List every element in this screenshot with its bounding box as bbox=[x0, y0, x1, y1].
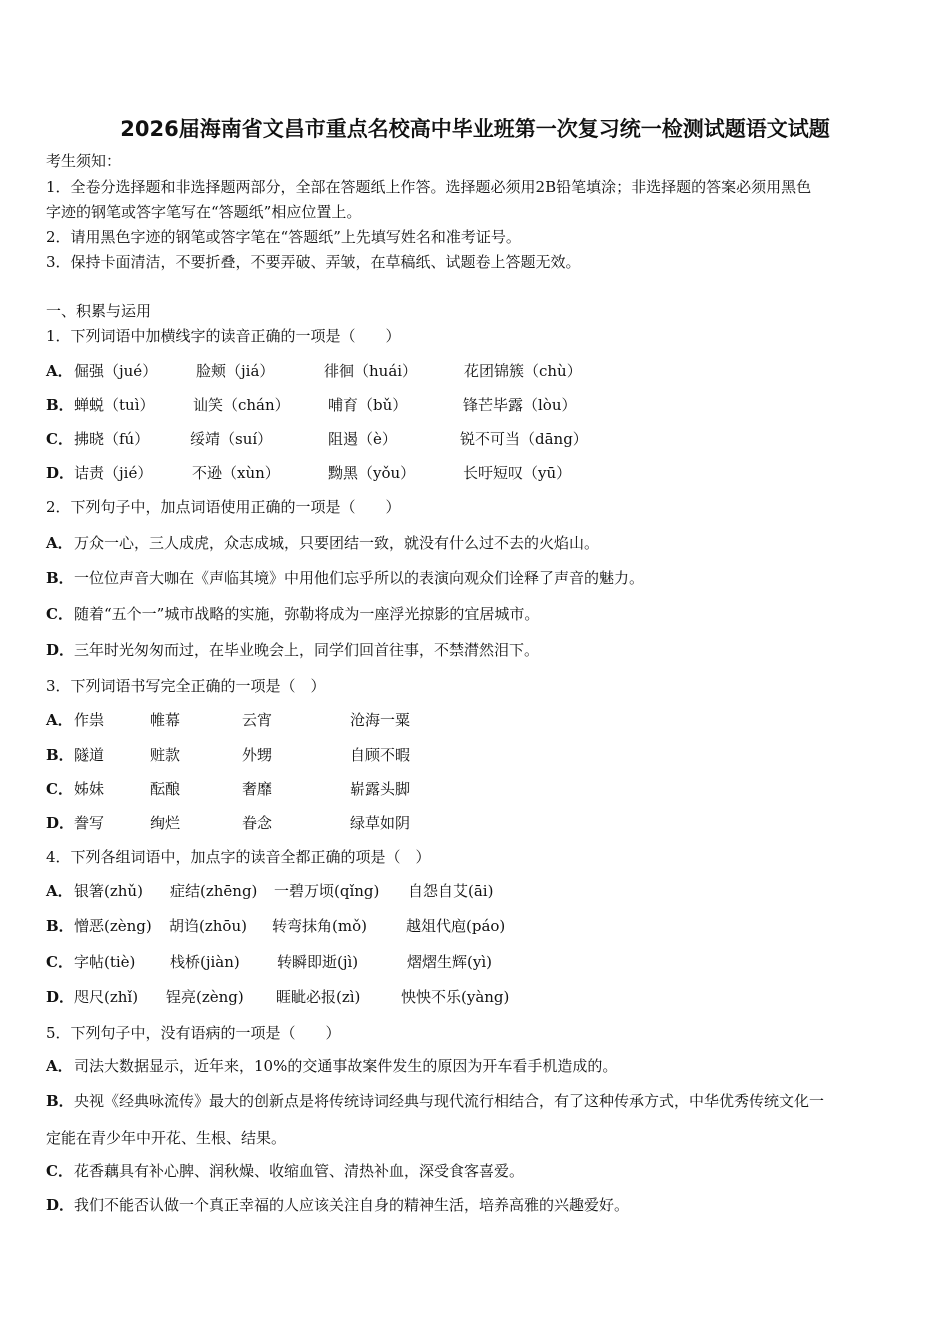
option-letter: A． bbox=[46, 362, 73, 380]
option-item: 越俎代庖(páo) bbox=[406, 917, 506, 935]
option-item: 蝉蜕（tuì） bbox=[74, 396, 155, 414]
q5-option-d[interactable] bbox=[46, 1194, 916, 1216]
option-letter: D． bbox=[46, 641, 75, 659]
q3-option-d[interactable] bbox=[46, 812, 916, 834]
option-text: 花香藕具有补心脾、润秋燥、收缩血管、清热补血，深受食客喜爱。 bbox=[74, 1162, 525, 1180]
option-letter: D． bbox=[46, 1196, 75, 1214]
option-text: 司法大数据显示，近年来，10%的交通事故案件发生的原因为开车看手机造成的。 bbox=[74, 1057, 618, 1075]
option-item: 锋芒毕露（lòu） bbox=[463, 396, 577, 414]
option-text: 万众一心，三人成虎，众志成城，只要团结一致，就没有什么过不去的火焰山。 bbox=[74, 534, 600, 552]
option-item: 诘责（jié） bbox=[74, 464, 153, 482]
notice-item-3: 3．保持卡面清洁，不要折叠，不要弄破、弄皱，在草稿纸、试题卷上答题无效。 bbox=[46, 253, 581, 271]
page-title: 2026届海南省文昌市重点名校高中毕业班第一次复习统一检测试题语文试题 bbox=[120, 117, 830, 141]
option-item: 症结(zhēng) bbox=[170, 882, 258, 900]
q4-option-b[interactable] bbox=[46, 915, 916, 937]
option-item: 睚眦必报(zì) bbox=[276, 988, 361, 1006]
option-item: 转弯抹角(mǒ) bbox=[272, 917, 367, 935]
option-item: 自怨自艾(āi) bbox=[408, 882, 494, 900]
option-item: 不逊（xùn） bbox=[192, 464, 280, 482]
option-item: 崭露头脚 bbox=[350, 780, 411, 798]
option-item: 作祟 bbox=[74, 711, 105, 729]
option-letter: D． bbox=[46, 464, 75, 482]
option-item: 锃亮(zèng) bbox=[166, 988, 244, 1006]
option-item: 哺育（bǔ） bbox=[328, 396, 408, 414]
option-item: 锐不可当（dāng） bbox=[460, 430, 588, 448]
option-item: 花团锦簇（chù） bbox=[464, 362, 582, 380]
option-letter: B． bbox=[46, 1092, 74, 1110]
option-item: 长吁短叹（yū） bbox=[463, 464, 572, 482]
option-item: 怏怏不乐(yàng) bbox=[401, 988, 510, 1006]
option-letter: B． bbox=[46, 917, 74, 935]
option-letter: A． bbox=[46, 534, 73, 552]
option-item: 绿草如阴 bbox=[350, 814, 411, 832]
q5-option-b-cont: 定能在青少年中开花、生根、结果。 bbox=[46, 1129, 287, 1147]
option-letter: B． bbox=[46, 396, 74, 414]
option-text: 一位位声音大咖在《声临其境》中用他们忘乎所以的表演向观众们诠释了声音的魅力。 bbox=[74, 569, 645, 587]
option-item: 酝酿 bbox=[150, 780, 181, 798]
q4-option-d[interactable] bbox=[46, 986, 916, 1008]
option-letter: C． bbox=[46, 1162, 73, 1180]
option-item: 倔强（jué） bbox=[74, 362, 158, 380]
option-text: 随着“五个一”城市战略的实施，弥勒将成为一座浮光掠影的宜居城市。 bbox=[74, 605, 540, 623]
option-item: 绚烂 bbox=[150, 814, 181, 832]
option-letter: D． bbox=[46, 988, 75, 1006]
option-item: 誊写 bbox=[74, 814, 105, 832]
option-letter: B． bbox=[46, 746, 74, 764]
option-item: 赃款 bbox=[150, 746, 181, 764]
q3-option-c[interactable] bbox=[46, 778, 916, 800]
option-text: 央视《经典咏流传》最大的创新点是将传统诗词经典与现代流行相结合，有了这种传承方式，中华优秀传统文化一 bbox=[74, 1092, 825, 1110]
question-1-stem: 1．下列词语中加横线字的读音正确的一项是（ ） bbox=[46, 327, 401, 345]
q1-option-c[interactable] bbox=[46, 428, 916, 450]
q3-option-b[interactable] bbox=[46, 744, 916, 766]
option-item: 阻遏（è） bbox=[328, 430, 397, 448]
q5-option-b[interactable] bbox=[46, 1090, 916, 1112]
option-letter: C． bbox=[46, 780, 73, 798]
option-item: 帷幕 bbox=[150, 711, 181, 729]
option-item: 胡诌(zhōu) bbox=[169, 917, 247, 935]
option-item: 奢靡 bbox=[242, 780, 273, 798]
notice-heading: 考生须知： bbox=[46, 152, 122, 170]
q4-option-a[interactable] bbox=[46, 880, 916, 902]
q1-option-a[interactable] bbox=[46, 360, 916, 382]
option-item: 拂晓（fú） bbox=[74, 430, 150, 448]
option-letter: C． bbox=[46, 430, 73, 448]
option-item: 讪笑（chán） bbox=[193, 396, 290, 414]
option-item: 字帖(tiè) bbox=[74, 953, 136, 971]
option-letter: A． bbox=[46, 882, 73, 900]
q3-option-a[interactable] bbox=[46, 709, 916, 731]
question-5-stem: 5．下列句子中，没有语病的一项是（ ） bbox=[46, 1024, 341, 1042]
question-3-stem: 3．下列词语书写完全正确的一项是（ ） bbox=[46, 677, 326, 695]
option-item: 一碧万顷(qǐng) bbox=[274, 882, 380, 900]
option-item: 憎恶(zèng) bbox=[74, 917, 152, 935]
q2-option-c[interactable] bbox=[46, 603, 916, 625]
option-item: 咫尺(zhǐ) bbox=[74, 988, 139, 1006]
notice-item-1-cont: 字迹的钢笔或答字笔写在“答题纸”相应位置上。 bbox=[46, 203, 362, 221]
option-letter: A． bbox=[46, 1057, 73, 1075]
option-item: 黝黑（yǒu） bbox=[328, 464, 416, 482]
q5-option-c[interactable] bbox=[46, 1160, 916, 1182]
option-item: 自顾不暇 bbox=[350, 746, 411, 764]
option-letter: B． bbox=[46, 569, 74, 587]
option-item: 银箸(zhǔ) bbox=[74, 882, 143, 900]
q5-option-a[interactable] bbox=[46, 1055, 916, 1077]
option-item: 绥靖（suí） bbox=[190, 430, 273, 448]
q2-option-a[interactable] bbox=[46, 532, 916, 554]
option-letter: C． bbox=[46, 605, 73, 623]
q1-option-b[interactable] bbox=[46, 394, 916, 416]
question-4-stem: 4．下列各组词语中，加点字的读音全都正确的项是（ ） bbox=[46, 848, 431, 866]
option-text: 我们不能否认做一个真正幸福的人应该关注自身的精神生活，培养高雅的兴趣爱好。 bbox=[74, 1196, 630, 1214]
notice-item-1: 1．全卷分选择题和非选择题两部分，全部在答题纸上作答。选择题必须用2B铅笔填涂；非选择题的答案必须用黑色 bbox=[46, 178, 812, 196]
option-item: 云宵 bbox=[242, 711, 273, 729]
option-item: 转瞬即逝(jì) bbox=[277, 953, 359, 971]
option-item: 隧道 bbox=[74, 746, 105, 764]
option-item: 姊妹 bbox=[74, 780, 105, 798]
option-item: 沧海一粟 bbox=[350, 711, 411, 729]
q4-option-c[interactable] bbox=[46, 951, 916, 973]
q2-option-d[interactable] bbox=[46, 639, 916, 661]
option-item: 徘徊（huái） bbox=[324, 362, 418, 380]
option-letter: D． bbox=[46, 814, 75, 832]
option-letter: A． bbox=[46, 711, 73, 729]
question-2-stem: 2．下列句子中，加点词语使用正确的一项是（ ） bbox=[46, 498, 401, 516]
option-text: 三年时光匆匆而过，在毕业晚会上，同学们回首往事，不禁潸然泪下。 bbox=[74, 641, 540, 659]
q2-option-b[interactable] bbox=[46, 567, 916, 589]
option-item: 熠熠生辉(yì) bbox=[407, 953, 492, 971]
notice-item-2: 2．请用黑色字迹的钢笔或答字笔在“答题纸”上先填写姓名和准考证号。 bbox=[46, 228, 521, 246]
q1-option-d[interactable] bbox=[46, 462, 916, 484]
option-letter: C． bbox=[46, 953, 73, 971]
section-heading: 一、积累与运用 bbox=[46, 302, 152, 320]
option-item: 脸颊（jiá） bbox=[196, 362, 275, 380]
option-item: 眷念 bbox=[242, 814, 273, 832]
option-item: 栈桥(jiàn) bbox=[170, 953, 240, 971]
option-item: 外甥 bbox=[242, 746, 273, 764]
